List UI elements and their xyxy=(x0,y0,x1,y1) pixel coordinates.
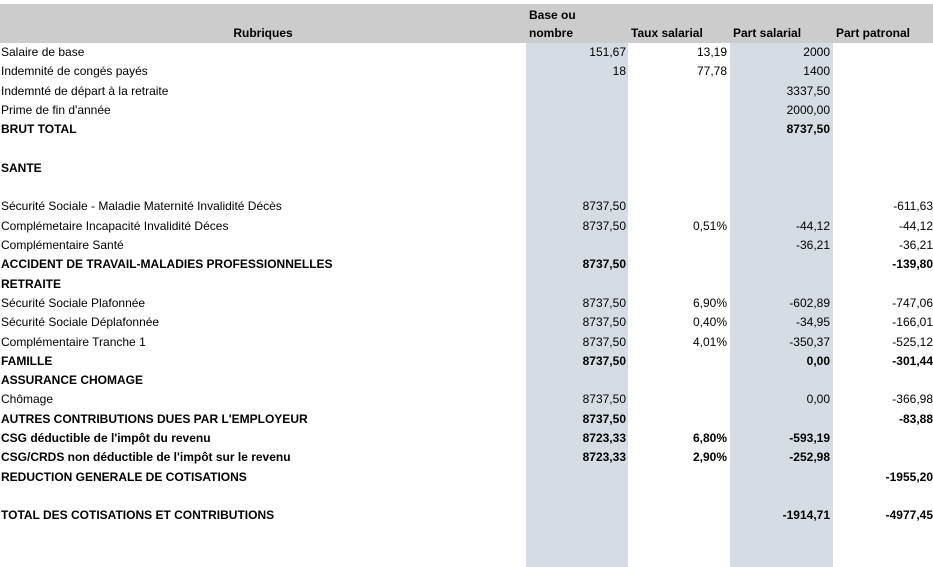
row-part-salarial xyxy=(730,275,830,294)
row-part-salarial xyxy=(730,178,830,197)
row-taux xyxy=(628,410,727,429)
row-taux xyxy=(628,82,727,101)
table-row xyxy=(0,236,933,255)
row-base: 8737,50 xyxy=(582,199,626,214)
row-base xyxy=(526,120,626,139)
row-part-patronal xyxy=(833,82,933,101)
row-part-patronal: -611,63 xyxy=(893,199,933,214)
table-row xyxy=(0,390,933,409)
table-row xyxy=(0,275,933,294)
row-part-salarial: -1914,71 xyxy=(782,508,830,523)
row-part-salarial xyxy=(730,159,830,178)
row-label: AUTRES CONTRIBUTIONS DUES PAR L'EMPLOYEUR xyxy=(1,411,308,426)
row-part-patronal xyxy=(833,62,933,81)
row-taux: 0,40% xyxy=(692,315,727,330)
row-part-salarial xyxy=(730,197,830,216)
row-taux: 2,90% xyxy=(692,450,727,465)
row-part-patronal xyxy=(833,371,933,390)
row-taux: 4,01% xyxy=(692,334,727,349)
row-part-salarial xyxy=(730,468,830,487)
table-header xyxy=(0,4,933,43)
row-part-salarial: -350,37 xyxy=(789,334,830,349)
table-row xyxy=(0,43,933,62)
row-base xyxy=(526,275,626,294)
row-part-patronal xyxy=(833,178,933,197)
row-label: Indemnité de congés payés xyxy=(1,64,148,79)
row-base xyxy=(526,371,626,390)
table-row xyxy=(0,468,933,487)
row-label: FAMILLE xyxy=(1,353,53,368)
row-part-patronal xyxy=(833,487,933,506)
row-part-patronal xyxy=(833,101,933,120)
row-taux: 77,78 xyxy=(696,64,727,79)
row-label: Complémentaire Santé xyxy=(1,238,124,252)
row-label: RETRAITE xyxy=(1,276,61,291)
row-part-patronal: -44,12 xyxy=(898,218,933,233)
row-part-salarial: 0,00 xyxy=(806,353,830,368)
row-label: CSG/CRDS non déductible de l'impôt sur le revenu xyxy=(1,450,291,465)
table-row xyxy=(0,294,933,313)
row-base: 8737,50 xyxy=(582,353,626,368)
row-label: Prime de fin d'année xyxy=(1,102,111,117)
row-label: CSG déductible de l'impôt du revenu xyxy=(1,431,211,445)
row-base xyxy=(526,101,626,120)
row-base: 8737,50 xyxy=(582,257,626,272)
row-label: Sécurité Sociale Plafonnée xyxy=(1,295,146,310)
row-taux: 6,90% xyxy=(692,295,727,310)
header-rubriques: Rubriques xyxy=(233,26,293,40)
table-row xyxy=(0,82,933,101)
row-base: 8737,50 xyxy=(582,218,626,233)
row-part-salarial: 1400 xyxy=(803,64,830,79)
row-base xyxy=(526,82,626,101)
row-taux xyxy=(628,101,727,120)
row-taux xyxy=(628,506,727,525)
header-base-line2: nombre xyxy=(529,26,574,40)
row-base: 151,67 xyxy=(589,45,626,59)
table-row xyxy=(0,429,933,448)
row-base: 8723,33 xyxy=(582,431,626,445)
row-label xyxy=(1,140,521,159)
row-base: 8723,33 xyxy=(582,450,626,465)
header-base-line1: Base ou xyxy=(529,8,576,22)
row-taux xyxy=(628,120,727,139)
row-base: 8737,50 xyxy=(582,334,626,349)
row-label: Sécurité Sociale - Maladie Maternité Invalidité Décès xyxy=(1,199,282,214)
table-row xyxy=(0,178,933,197)
table-row xyxy=(0,62,933,81)
row-label: Chômage xyxy=(1,392,54,407)
row-taux xyxy=(628,468,727,487)
row-taux xyxy=(628,255,727,274)
row-taux xyxy=(628,159,727,178)
table-row xyxy=(0,255,933,274)
table-row xyxy=(0,197,933,216)
row-label: Sécurité Sociale Déplafonnée xyxy=(1,315,160,330)
row-base: 18 xyxy=(612,64,626,79)
row-label: REDUCTION GENERALE DE COTISATIONS xyxy=(1,469,247,484)
row-base: 8737,50 xyxy=(582,315,626,330)
row-part-patronal: -1955,20 xyxy=(885,469,933,484)
row-part-patronal xyxy=(833,429,933,448)
row-part-patronal xyxy=(833,140,933,159)
row-taux: 13,19 xyxy=(696,45,727,59)
row-taux xyxy=(628,352,727,371)
table-row xyxy=(0,506,933,525)
row-part-salarial xyxy=(730,410,830,429)
table-row xyxy=(0,487,933,506)
row-part-salarial xyxy=(730,255,830,274)
table-row xyxy=(0,313,933,332)
row-part-patronal: -747,06 xyxy=(892,295,933,310)
row-taux xyxy=(628,487,727,506)
row-taux xyxy=(628,197,727,216)
row-base xyxy=(526,506,626,525)
row-part-salarial: 3337,50 xyxy=(786,83,830,98)
row-part-patronal xyxy=(833,275,933,294)
row-part-salarial: 8737,50 xyxy=(786,122,830,137)
table-row xyxy=(0,120,933,139)
table-row xyxy=(0,217,933,236)
row-base xyxy=(526,236,626,255)
row-label: TOTAL DES COTISATIONS ET CONTRIBUTIONS xyxy=(1,508,275,523)
row-part-patronal xyxy=(833,159,933,178)
table-row xyxy=(0,371,933,390)
row-label: BRUT TOTAL xyxy=(1,122,77,137)
row-part-salarial: -593,19 xyxy=(789,431,830,445)
row-part-patronal: -301,44 xyxy=(892,353,933,368)
row-part-salarial: -34,95 xyxy=(795,315,830,330)
row-base: 8737,50 xyxy=(582,411,626,426)
row-part-salarial: -252,98 xyxy=(789,450,830,465)
row-part-patronal xyxy=(833,448,933,467)
row-taux xyxy=(628,140,727,159)
row-taux: 0,51% xyxy=(692,218,727,233)
row-base xyxy=(526,468,626,487)
row-part-patronal xyxy=(833,43,933,62)
row-base xyxy=(526,140,626,159)
row-part-patronal: -166,01 xyxy=(892,315,933,330)
table-row xyxy=(0,448,933,467)
row-part-salarial: 0,00 xyxy=(806,392,830,407)
row-base: 8737,50 xyxy=(582,392,626,407)
row-taux xyxy=(628,236,727,255)
row-part-salarial xyxy=(730,140,830,159)
row-part-patronal: -83,88 xyxy=(898,411,933,426)
table-row xyxy=(0,159,933,178)
row-base: 8737,50 xyxy=(582,295,626,310)
row-part-patronal: -366,98 xyxy=(892,392,933,407)
row-part-salarial: -602,89 xyxy=(789,295,830,310)
row-base xyxy=(526,487,626,506)
row-label: ASSURANCE CHOMAGE xyxy=(1,373,144,388)
table-row xyxy=(0,410,933,429)
row-base xyxy=(526,159,626,178)
row-label xyxy=(1,178,521,197)
header-part-salarial: Part salarial xyxy=(733,26,802,40)
row-part-patronal xyxy=(833,120,933,139)
row-part-salarial xyxy=(730,487,830,506)
row-label: SANTE xyxy=(1,160,42,175)
row-part-salarial xyxy=(730,371,830,390)
row-label: ACCIDENT DE TRAVAIL-MALADIES PROFESSIONNELLES xyxy=(1,257,333,272)
row-label: Indemnté de départ à la retraite xyxy=(1,83,169,98)
table-row xyxy=(0,140,933,159)
row-label xyxy=(1,487,521,506)
row-part-patronal: -139,80 xyxy=(892,257,933,272)
row-taux xyxy=(628,178,727,197)
row-part-salarial: -36,21 xyxy=(795,238,830,252)
header-taux-salarial: Taux salarial xyxy=(631,26,703,40)
table-row xyxy=(0,352,933,371)
row-part-salarial: 2000 xyxy=(803,45,830,59)
row-taux xyxy=(628,275,727,294)
row-base xyxy=(526,178,626,197)
row-part-patronal: -525,12 xyxy=(892,334,933,349)
row-label: Salaire de base xyxy=(1,45,85,59)
table-row xyxy=(0,101,933,120)
row-taux: 6,80% xyxy=(692,431,727,445)
row-label: Complémetaire Incapacité Invalidité Déces xyxy=(1,218,229,233)
row-taux xyxy=(628,371,727,390)
table-row xyxy=(0,333,933,352)
row-taux xyxy=(628,390,727,409)
row-part-salarial: 2000,00 xyxy=(786,102,830,117)
row-part-patronal: -36,21 xyxy=(898,238,933,252)
header-part-patronal: Part patronal xyxy=(836,26,911,40)
row-part-patronal: -4977,45 xyxy=(885,508,933,523)
row-part-salarial: -44,12 xyxy=(795,218,830,233)
row-label: Complémentaire Tranche 1 xyxy=(1,334,146,349)
